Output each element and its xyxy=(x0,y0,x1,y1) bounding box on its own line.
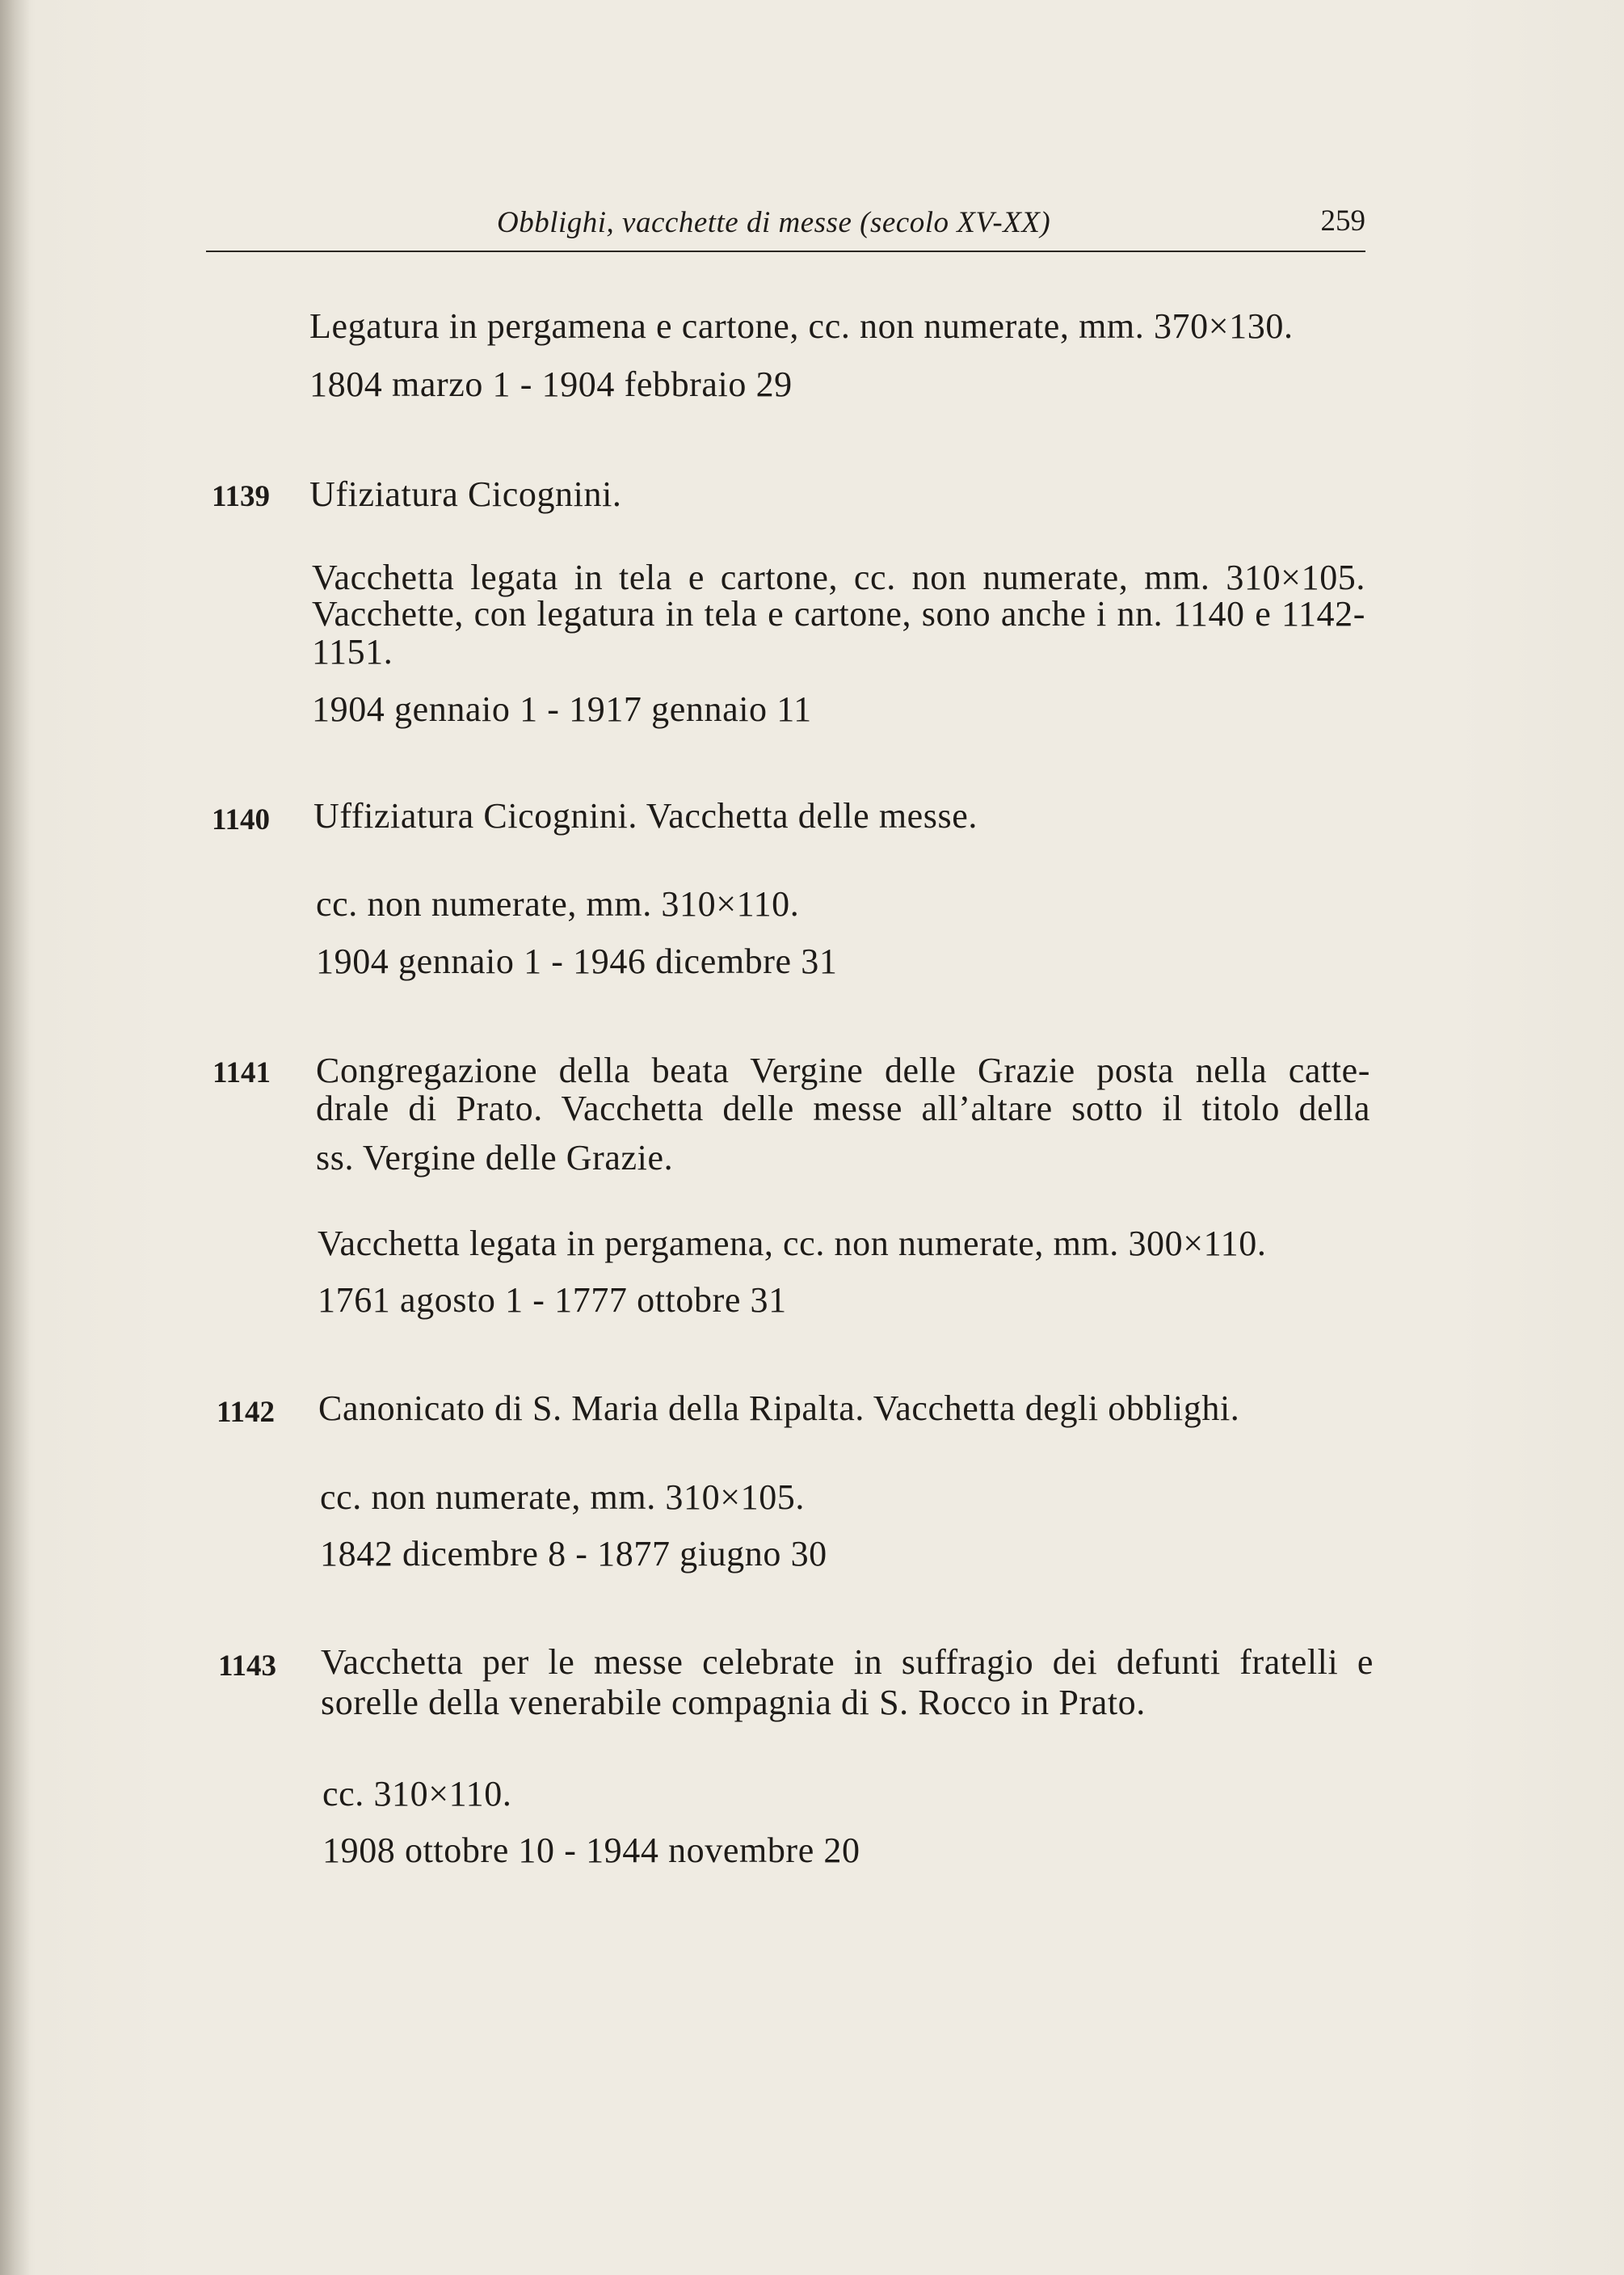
entry-description-line: cc. 310×110. xyxy=(322,1774,512,1814)
entry-description-line: Vacchetta legata in tela e cartone, cc. non numerate, mm. 310×105. xyxy=(312,558,1365,597)
entry-dates: 1908 ottobre 10 - 1944 novembre 20 xyxy=(322,1831,860,1870)
entry-dates: 1842 dicembre 8 - 1877 giugno 30 xyxy=(320,1534,827,1574)
entry-title-line: Vacchetta per le messe celebrate in suffragio dei defunti fratelli e xyxy=(321,1642,1374,1682)
entry-number: 1142 xyxy=(217,1396,275,1429)
entry-dates: 1904 gennaio 1 - 1946 dicembre 31 xyxy=(316,942,838,981)
entry-title-line: Ufiziatura Cicognini. xyxy=(309,474,622,514)
entry-description-line: 1151. xyxy=(312,632,393,672)
entry-title-line: sorelle della venerabile compagnia di S. Rocco in Prato. xyxy=(321,1683,1146,1722)
header-rule xyxy=(206,251,1365,252)
continuation-description: Legatura in pergamena e cartone, cc. non numerate, mm. 370×130. xyxy=(309,306,1294,346)
entry-description-line: cc. non numerate, mm. 310×105. xyxy=(320,1477,806,1517)
entry-description-line: Vacchetta legata in pergamena, cc. non numerate, mm. 300×110. xyxy=(318,1224,1267,1263)
entry-title-line: drale di Prato. Vacchetta delle messe all’altare sotto il titolo della xyxy=(316,1089,1370,1128)
entry-title-line: Canonicato di S. Maria della Ripalta. Vacchetta degli obblighi. xyxy=(318,1388,1240,1428)
running-header xyxy=(206,200,1365,257)
page-number: 259 xyxy=(1320,204,1365,238)
entry-description-line: cc. non numerate, mm. 310×110. xyxy=(316,884,800,924)
continuation-dates: 1804 marzo 1 - 1904 febbraio 29 xyxy=(309,364,793,404)
running-header-title: Obblighi, vacchette di messe (secolo XV-XX) xyxy=(497,206,1051,239)
entry-title-line: Congregazione della beata Vergine delle Grazie posta nella catte- xyxy=(316,1051,1370,1090)
entry-number: 1143 xyxy=(218,1649,276,1683)
entry-title-line: ss. Vergine delle Grazie. xyxy=(316,1138,674,1178)
entry-dates: 1761 agosto 1 - 1777 ottobre 31 xyxy=(318,1280,787,1320)
entry-number: 1141 xyxy=(212,1056,271,1089)
entry-number: 1139 xyxy=(212,480,270,513)
entry-title-line: Uffiziatura Cicognini. Vacchetta delle messe. xyxy=(313,796,978,836)
entry-dates: 1904 gennaio 1 - 1917 gennaio 11 xyxy=(312,689,812,729)
gutter-shadow xyxy=(0,0,31,2275)
entry-number: 1140 xyxy=(212,803,270,836)
entry-description-line: Vacchette, con legatura in tela e cartone, sono anche i nn. 1140 e 1142- xyxy=(312,594,1365,634)
